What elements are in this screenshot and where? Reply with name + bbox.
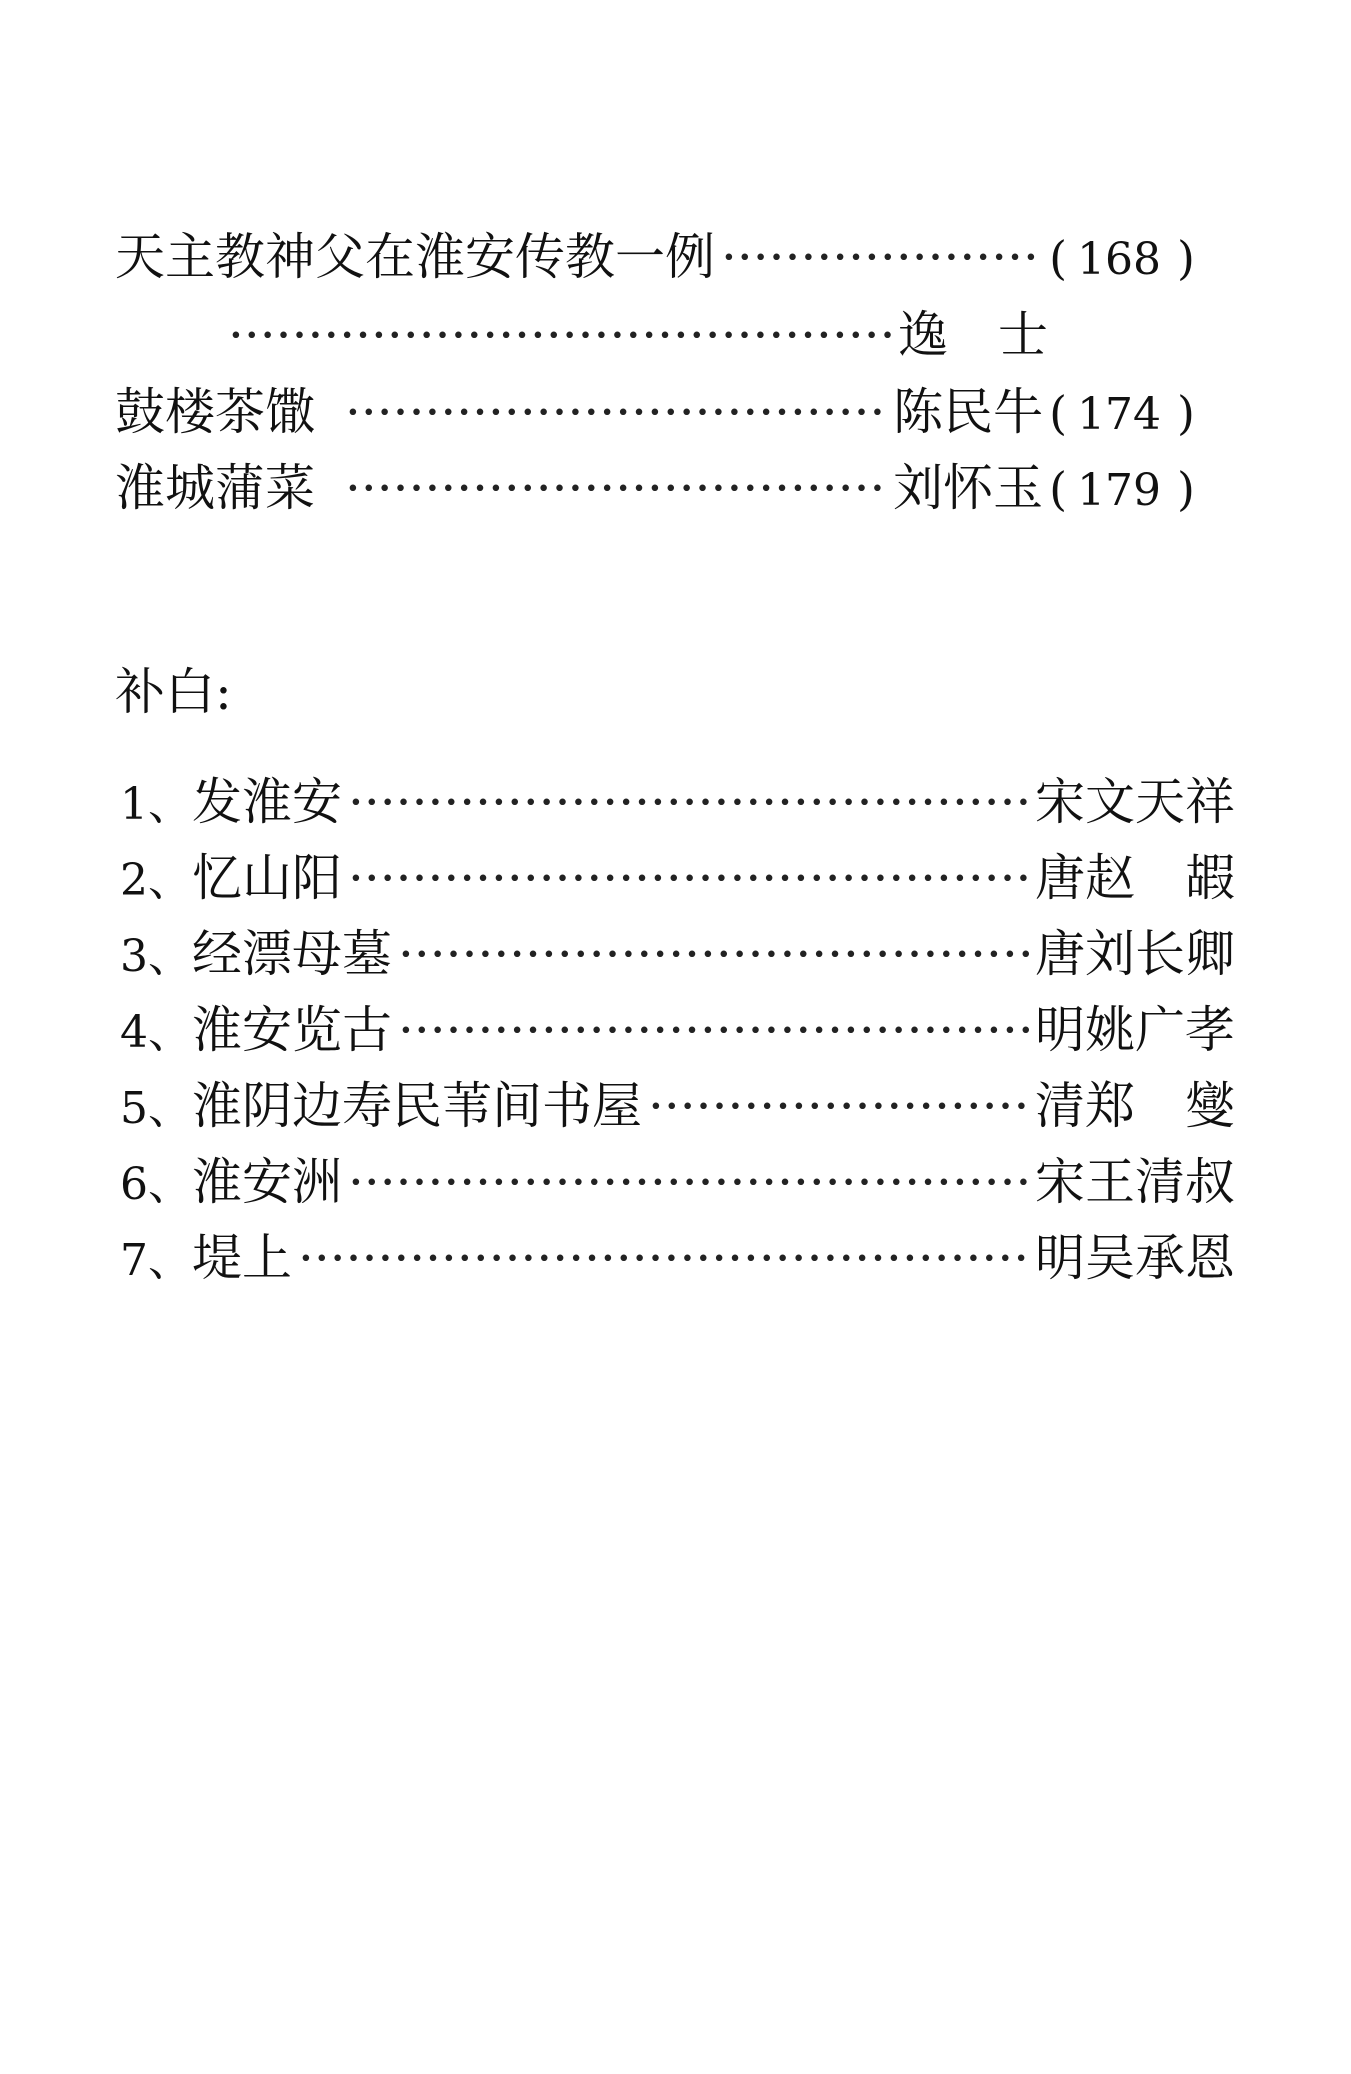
dot-leader [348,770,1029,834]
supplement-item-dynasty: 唐 [1035,925,1085,983]
supplement-item-author: 姚广孝 [1085,1001,1235,1059]
supplement-item-author: 吴承恩 [1085,1229,1235,1287]
supplement-item-dynasty: 明 [1035,1229,1085,1287]
supplement-item-title: 淮安览古 [192,1001,392,1059]
supplement-item-title: 淮安洲 [192,1153,342,1211]
toc-entry[interactable] [115,456,1195,523]
toc-entry-page: 174 [1077,389,1162,440]
dot-leader [648,1074,1029,1138]
page-paren-close: ) [1177,231,1195,285]
supplement-item-index: 6、 [120,1159,192,1210]
supplement-item-title: 发淮安 [192,773,342,831]
supplement-item-index: 2、 [120,855,192,906]
supplement-item[interactable] [120,846,1235,913]
supplement-item[interactable] [120,1074,1235,1141]
supplement-item[interactable] [120,1226,1235,1293]
toc-entry-author: 刘怀玉 [893,459,1044,517]
dot-leader [398,922,1029,986]
supplement-item-dynasty: 宋 [1035,1153,1085,1211]
supplement-item-author: 刘长卿 [1085,925,1235,983]
dot-leader [345,380,887,444]
supplement-item-dynasty: 宋 [1035,773,1085,831]
dot-leader [298,1226,1029,1290]
dot-leader [398,998,1029,1062]
supplement-item[interactable] [120,1150,1235,1217]
supplement-item-title: 淮阴边寿民苇间书屋 [192,1077,642,1135]
page-paren-open: ( [1049,231,1068,285]
supplement-item-index: 3、 [120,931,192,982]
supplement-item[interactable] [120,922,1235,989]
supplement-item-author: 文天祥 [1085,773,1235,831]
supplement-item-dynasty: 清 [1035,1077,1085,1135]
supplement-item-title: 堤上 [192,1229,292,1287]
supplement-item-index: 7、 [120,1235,192,1286]
dot-leader [348,846,1029,910]
supplement-item-title: 经漂母墓 [192,925,392,983]
supplement-item[interactable] [120,998,1235,1065]
supplement-item-title: 忆山阳 [192,849,342,907]
supplement-item-index: 5、 [120,1083,192,1134]
toc-entry-author-line [228,303,1048,367]
supplement-item-author: 王清叔 [1085,1153,1235,1211]
toc-entry-author: 逸 士 [898,306,1048,364]
dot-leader [348,1150,1029,1214]
supplement-item-author: 赵 嘏 [1085,849,1235,907]
supplement-item-dynasty: 唐 [1035,849,1085,907]
supplement-item-index: 4、 [120,1007,192,1058]
toc-entry[interactable] [115,380,1195,447]
supplement-item-author: 郑 燮 [1085,1077,1235,1135]
toc-entry-author: 陈民牛 [893,383,1044,441]
supplement-item-dynasty: 明 [1035,1001,1085,1059]
toc-entry-title: 鼓楼茶馓 [115,383,315,441]
toc-entry-title: 天主教神父在淮安传教一例 [115,228,715,286]
dot-leader [345,456,887,520]
toc-entry-title: 淮城蒲菜 [115,459,315,517]
page-paren-open: ( [1049,386,1068,440]
toc-entry[interactable] [115,225,1195,292]
supplement-heading: 补白: [115,663,232,721]
dot-leader [721,225,1037,289]
toc-entry-page: 179 [1077,465,1162,516]
supplement-item-index: 1、 [120,779,192,830]
page-paren-close: ) [1177,462,1195,516]
dot-leader [228,303,892,367]
toc-entry-page: 168 [1077,234,1162,285]
supplement-item[interactable] [120,770,1235,837]
page-paren-open: ( [1049,462,1068,516]
page-paren-close: ) [1177,386,1195,440]
